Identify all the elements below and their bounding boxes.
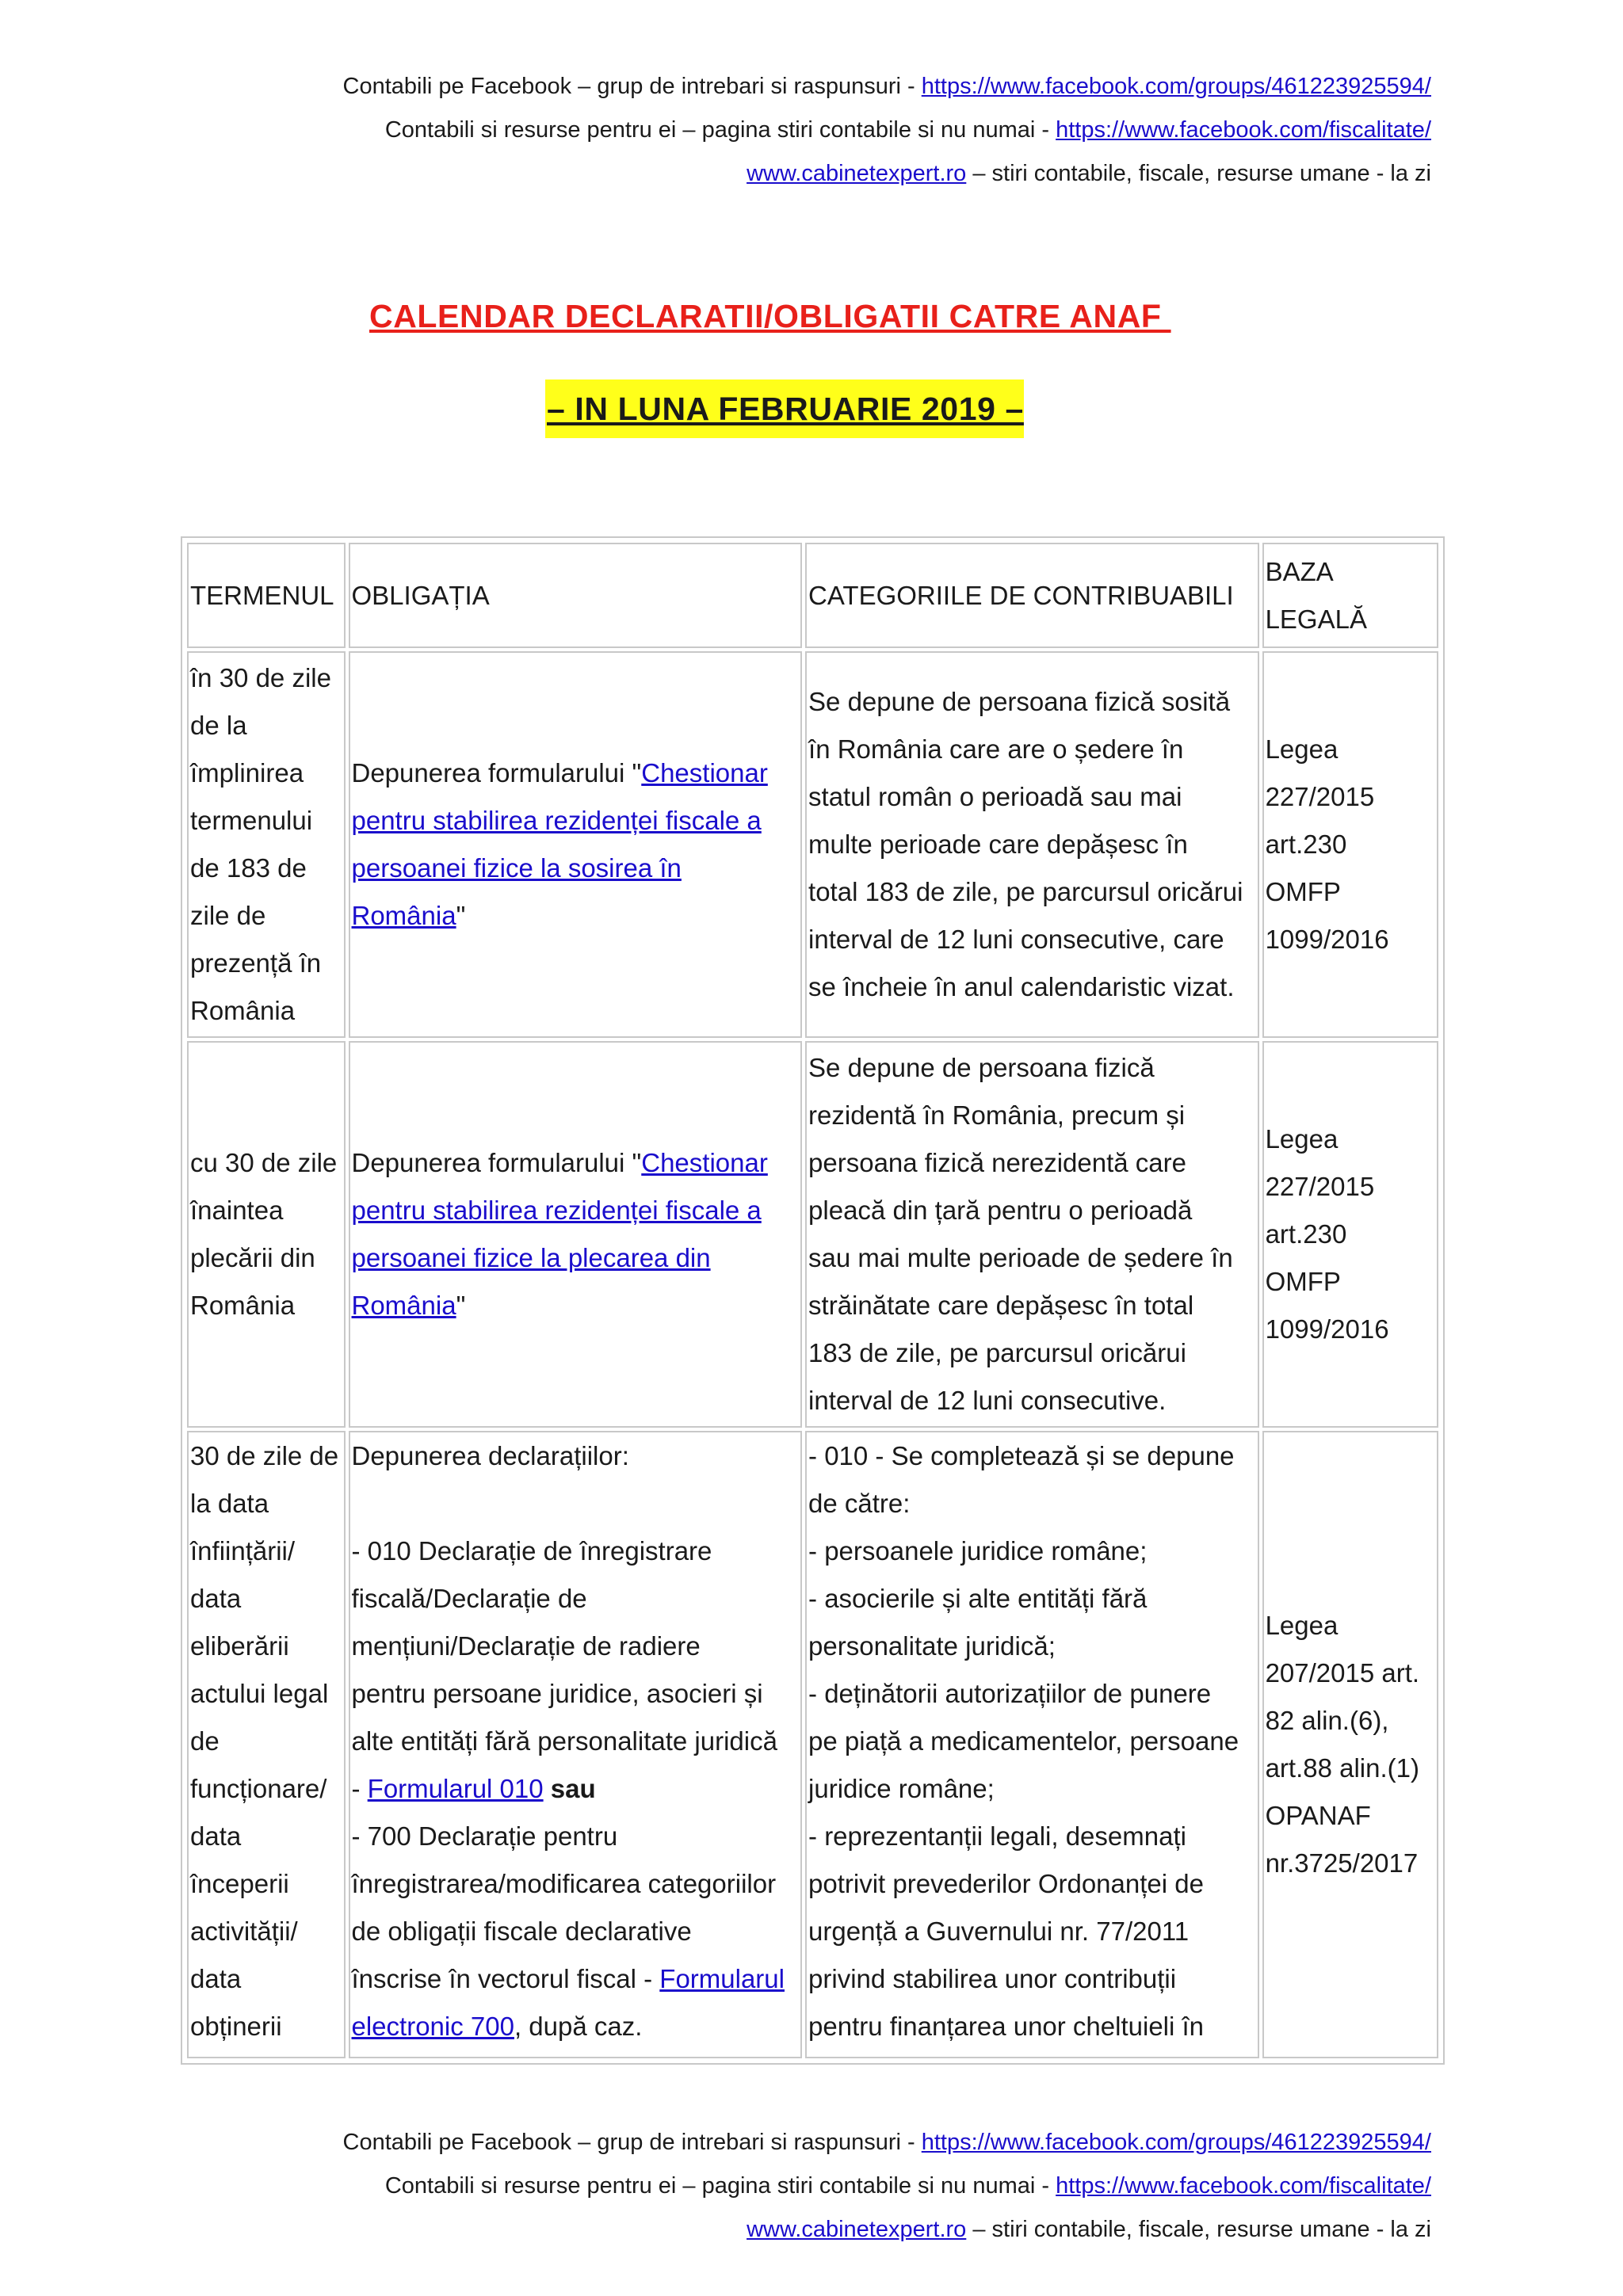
header-baza-legala: BAZA LEGALĂ bbox=[1262, 543, 1438, 648]
row2-termen: cu 30 de zile înaintea plecării din România bbox=[187, 1041, 346, 1428]
footer-group-text: Contabili pe Facebook – grup de intrebari si raspunsuri - bbox=[342, 2130, 922, 2155]
chestionar-plecare-link[interactable]: pentru stabilirea rezidenței fiscale a bbox=[351, 1196, 762, 1225]
formularul-700-link[interactable]: Formularul bbox=[659, 1964, 785, 1993]
table-header-row bbox=[185, 541, 1440, 650]
table-row bbox=[185, 1429, 1440, 2060]
row1-categorii: Se depune de persoana fizică sosită în România care are o ședere în statul român o perioadă sau mai multe perioade care depășesc în total 183 de zile, pe parcursul oricărui interval de 12 luni consecutive, care se încheie în anul calendaristic vizat. bbox=[805, 651, 1259, 1038]
header-line-2 bbox=[0, 109, 1431, 151]
row1-baza: Legea 227/2015 art.230 OMFP 1099/2016 bbox=[1262, 651, 1438, 1038]
obligations-table bbox=[181, 536, 1445, 2065]
chestionar-plecare-link[interactable]: persoanei fizice la plecarea din bbox=[351, 1243, 711, 1272]
row3-obligatia: Depunerea declarațiilor: - 010 Declarație de înregistrare fiscală/Declarație de mențiuni/Declarație de radiere pentru persoane juridice, asocieri și alte entități fără personalitate juridică - Formularul 010 sau - 700 Declarație pentru înregistrarea/modificarea categoriilor de obligații fiscale declarative înscrise în vectorul fiscal - Formularul electronic 700, după caz. bbox=[349, 1431, 803, 2058]
header-categoriile: CATEGORIILE DE CONTRIBUABILI bbox=[805, 543, 1259, 648]
row3-categorii: - 010 - Se completează și se depune de către: - persoanele juridice române; - asocierile și alte entități fără personalitate juridică; - deținătorii autorizațiilor de punere pe piață a medicamentelor, persoane juridice române; - reprezentanții legali, desemnați potrivit prevederilor Ordonanței de urgență a Guvernului nr. 77/2011 privind stabilirea unor contribuții pentru finanțarea unor cheltuieli în bbox=[805, 1431, 1259, 2058]
header-site-link[interactable]: www.cabinetexpert.ro bbox=[747, 161, 967, 186]
row1-obligatia: Depunerea formularului "Chestionar pentru stabilirea rezidenței fiscale a persoanei fizice la sosirea în România" bbox=[349, 651, 803, 1038]
table-row bbox=[185, 1039, 1440, 1429]
footer-page-link[interactable]: https://www.facebook.com/fiscalitate/ bbox=[1056, 2173, 1431, 2199]
row3-baza: Legea 207/2015 art. 82 alin.(6), art.88 alin.(1) OPANAF nr.3725/2017 bbox=[1262, 1431, 1438, 2058]
row3-termen: 30 de zile de la data înființării/ data eliberării actului legal de funcționare/ data începerii activității/ data obținerii bbox=[187, 1431, 346, 2058]
header-line-1 bbox=[0, 65, 1431, 108]
footer-line-2 bbox=[0, 2164, 1431, 2207]
header-group-link[interactable]: https://www.facebook.com/groups/461223925594/ bbox=[921, 74, 1431, 99]
row2-baza: Legea 227/2015 art.230 OMFP 1099/2016 bbox=[1262, 1041, 1438, 1428]
formularul-700-link[interactable]: electronic 700 bbox=[351, 2012, 514, 2041]
row2-obligatia: Depunerea formularului "Chestionar pentru stabilirea rezidenței fiscale a persoanei fizice la plecarea din România" bbox=[349, 1041, 803, 1428]
footer-group-link[interactable]: https://www.facebook.com/groups/461223925594/ bbox=[921, 2130, 1431, 2155]
footer-site-text: – stiri contabile, fiscale, resurse umane - la zi bbox=[966, 2217, 1431, 2242]
header-line-3 bbox=[0, 152, 1431, 195]
page-subtitle: – IN LUNA FEBRUARIE 2019 – bbox=[545, 379, 1024, 438]
header-site-text: – stiri contabile, fiscale, resurse umane - la zi bbox=[966, 161, 1431, 186]
chestionar-plecare-link[interactable]: România bbox=[351, 1291, 456, 1320]
footer-line-3 bbox=[0, 2208, 1431, 2251]
row1-termen: în 30 de zile de la împlinirea termenului de 183 de zile de prezență în România bbox=[187, 651, 346, 1038]
footer-line-1 bbox=[0, 2121, 1431, 2164]
chestionar-sosire-link[interactable]: pentru stabilirea rezidenței fiscale a bbox=[351, 806, 762, 835]
header-page-link[interactable]: https://www.facebook.com/fiscalitate/ bbox=[1056, 117, 1431, 143]
table-row bbox=[185, 650, 1440, 1039]
row2-categorii: Se depune de persoana fizică rezidentă în România, precum și persoana fizică nerezidentă care pleacă din țară pentru o perioadă sau mai multe perioade de ședere în străinătate care depășesc în total 183 de zile, pe parcursul oricărui interval de 12 luni consecutive. bbox=[805, 1041, 1259, 1428]
chestionar-sosire-link[interactable]: România bbox=[351, 901, 456, 930]
header-termenul: TERMENUL bbox=[187, 543, 346, 648]
header-page-text: Contabili si resurse pentru ei – pagina stiri contabile si nu numai - bbox=[384, 117, 1056, 143]
footer-site-link[interactable]: www.cabinetexpert.ro bbox=[747, 2217, 967, 2242]
formularul-010-link[interactable]: Formularul 010 bbox=[367, 1774, 544, 1803]
page-title: CALENDAR DECLARATII/OBLIGATII CATRE ANAF bbox=[369, 298, 1171, 334]
header-group-text: Contabili pe Facebook – grup de intrebari si raspunsuri - bbox=[342, 74, 922, 99]
chestionar-plecare-link[interactable]: Chestionar bbox=[641, 1148, 768, 1177]
header-obligatia: OBLIGAȚIA bbox=[349, 543, 803, 648]
chestionar-sosire-link[interactable]: Chestionar bbox=[641, 758, 768, 788]
footer-page-text: Contabili si resurse pentru ei – pagina stiri contabile si nu numai - bbox=[384, 2173, 1056, 2199]
chestionar-sosire-link[interactable]: persoanei fizice la sosirea în bbox=[351, 853, 682, 883]
